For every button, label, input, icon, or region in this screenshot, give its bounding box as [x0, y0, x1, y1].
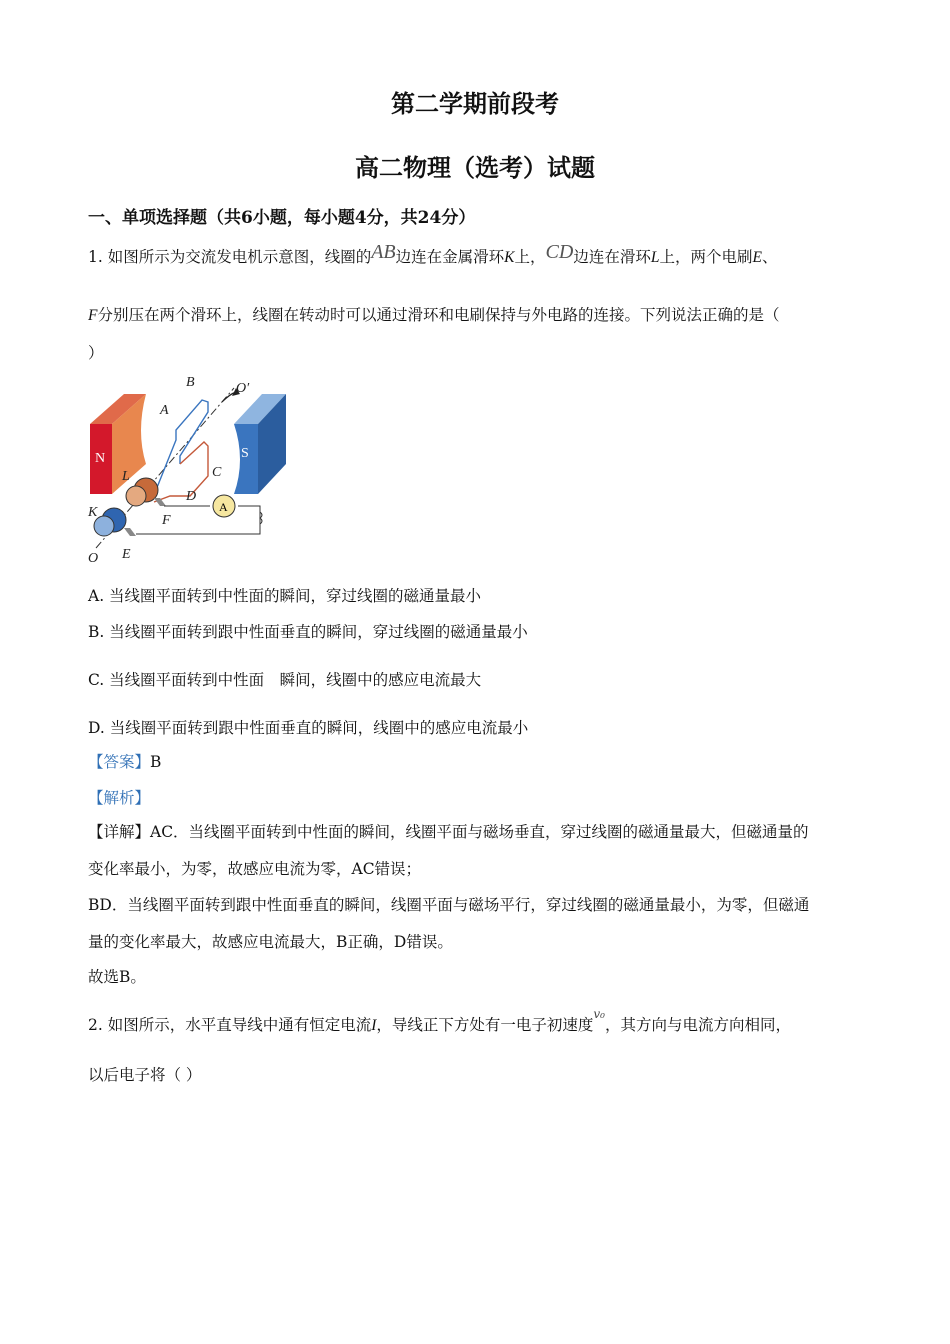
option-b: B. 当线圈平面转到跟中性面垂直的瞬间，穿过线圈的磁通量最小 — [88, 623, 528, 641]
q2-line2: 以后电子将（ ） — [88, 1066, 202, 1084]
label-o: O — [88, 551, 99, 566]
answer-value: B — [150, 753, 162, 771]
q1-k: K — [504, 249, 515, 266]
label-l: L — [122, 469, 130, 484]
label-d: D — [186, 489, 197, 504]
brush-e — [124, 528, 136, 536]
section-heading: 一、单项选择题（共6小题，每小题4分，共24分） — [88, 208, 476, 228]
detail-line-1: 【详解】AC．当线圈平面转到中性面的瞬间，线圈平面与磁场垂直，穿过线圈的磁通量最大，但磁通量的 — [88, 823, 809, 841]
slip-ring-l-face — [126, 486, 146, 506]
q1-ab: AB — [371, 241, 396, 263]
detail-line-5: 故选B。 — [88, 968, 146, 986]
q1-cd: CD — [545, 241, 574, 263]
q2-text: ，导线正下方处有一电子初速度 — [376, 1016, 594, 1034]
q1-text: 边连在金属滑环 — [395, 248, 505, 266]
detail-line-4: 量的变化率最大，故感应电流最大，B正确，D错误。 — [88, 933, 453, 951]
analysis-tag: 【解析】 — [88, 789, 151, 807]
q1-text: 1. 如图所示为交流发电机示意图，线圈的 — [88, 248, 372, 266]
page-title: 第二学期前段考 — [391, 89, 559, 118]
q1-e: E — [752, 249, 762, 266]
answer-line — [88, 750, 161, 772]
option-c: C. 当线圈平面转到中性面 瞬间，线圈中的感应电流最大 — [88, 671, 482, 689]
label-k: K — [88, 505, 98, 520]
q1-text: 边连在滑环 — [573, 248, 651, 266]
q1-f: F — [88, 307, 98, 324]
label-o-prime: O′ — [236, 381, 250, 396]
s-label: S — [241, 446, 249, 461]
q1-line1 — [88, 241, 778, 268]
q2-text: 2. 如图所示，水平直导线中通有恒定电流 — [88, 1016, 372, 1034]
generator-diagram — [84, 372, 299, 567]
option-d: D. 当线圈平面转到跟中性面垂直的瞬间，线圈中的感应电流最小 — [88, 719, 529, 737]
q1-l: L — [650, 249, 660, 266]
wire — [136, 506, 260, 534]
ammeter-label: A — [219, 500, 228, 514]
option-a: A. 当线圈平面转到中性面的瞬间，穿过线圈的磁通量最小 — [88, 587, 482, 605]
q1-line2 — [88, 303, 779, 325]
detail-line-2: 变化率最小，为零，故感应电流为零，AC错误； — [88, 860, 422, 878]
q1-text: 上，两个电刷 — [659, 248, 753, 266]
exam-subtitle: 高二物理（选考）试题 — [355, 153, 595, 182]
q1-text: 分别压在两个滑环上，线圈在转动时可以通过滑环和电刷保持与外电路的连接。下列说法正确的是（ — [97, 306, 780, 324]
n-label: N — [95, 451, 106, 466]
q2-line1 — [88, 1007, 792, 1035]
label-f: F — [162, 513, 171, 528]
label-c: C — [212, 465, 222, 480]
q1-text: 、 — [761, 248, 778, 266]
q1-text: 上， — [514, 248, 546, 266]
detail-line-3: BD．当线圈平面转到跟中性面垂直的瞬间，线圈平面与磁场平行，穿过线圈的磁通量最小，为零，但磁通 — [88, 896, 810, 914]
label-b: B — [186, 375, 195, 390]
q2-text: ，其方向与电流方向相同， — [605, 1016, 792, 1034]
label-a: A — [160, 403, 169, 418]
q2-v0: v₀ — [593, 1007, 605, 1021]
label-e: E — [122, 547, 131, 562]
q1-line3: ） — [88, 344, 104, 362]
answer-tag: 【答案】 — [88, 753, 151, 771]
q2-i: I — [371, 1017, 377, 1034]
